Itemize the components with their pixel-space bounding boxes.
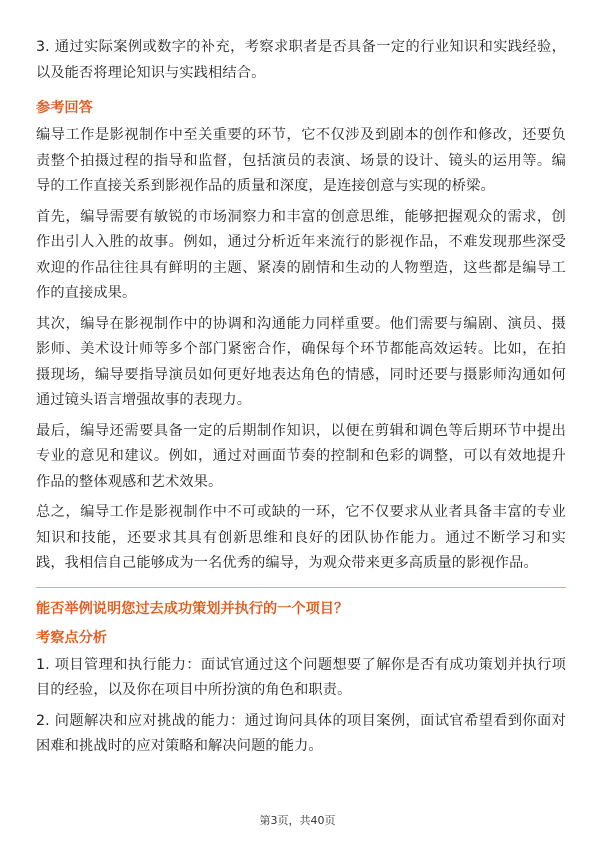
- answer-paragraph: 其次，编导在影视制作中的协调和沟通能力同样重要。他们需要与编剧、演员、摄影师、美术设计师等多个部门紧密合作，确保每个环节都能高效运转。比如，在拍摄现场，编导要指导演员如何更好地表达角色的情感，同时还要与摄影师沟通如何通过镜头语言增强故事的表现力。: [36, 315, 566, 408]
- analysis-item: 1. 项目管理和执行能力：面试官通过这个问题想要了解你是否有成功策划并执行项目的经验，以及你在项目中所扮演的角色和职责。: [36, 656, 566, 698]
- page-number: 第3页，共40页: [259, 814, 336, 827]
- answer-paragraph: 总之，编导工作是影视制作中不可或缺的一环，它不仅要求从业者具备丰富的专业知识和技能，还要求其具有创新思维和良好的团队协作能力。通过不断学习和实践，我相信自己能够成为一名优秀的编导，为观众带来更多高质量的影视作品。: [36, 504, 566, 571]
- analysis-item-3: 3. 通过实际案例或数字的补充，考察求职者是否具备一定的行业知识和实践经验，以及能否将理论知识与实践相结合。: [36, 39, 566, 81]
- analysis-item: 2. 问题解决和应对挑战的能力：通过询问具体的项目案例，面试官希望看到你面对困难和挑战时的应对策略和解决问题的能力。: [36, 712, 566, 754]
- section-divider: [36, 587, 566, 588]
- answer-paragraph: 首先，编导需要有敏锐的市场洞察力和丰富的创意思维，能够把握观众的需求，创作出引人入胜的故事。例如，通过分析近年来流行的影视作品，不难发现那些深受欢迎的作品往往具有鲜明的主题、紧凑的剧情和生动的人物塑造，这些都是编导工作的直接成果。: [36, 208, 566, 301]
- reference-answer-heading: 参考回答: [36, 100, 93, 116]
- page-content: [36, 35, 566, 765]
- answer-paragraph: 编导工作是影视制作中至关重要的环节，它不仅涉及到剧本的创作和修改，还要负责整个拍摄过程的指导和监督，包括演员的表演、场景的设计、镜头的运用等。编导的工作直接关系到影视作品的质量和深度，是连接创意与实现的桥梁。: [36, 127, 566, 194]
- answer-paragraph: 最后，编导还需要具备一定的后期制作知识，以便在剪辑和调色等后期环节中提出专业的意见和建议。例如，通过对画面节奏的控制和色彩的调整，可以有效地提升作品的整体观感和艺术效果。: [36, 422, 566, 490]
- question-heading: 能否举例说明您过去成功策划并执行的一个项目？: [36, 600, 349, 617]
- analysis-heading: 考察点分析: [36, 629, 107, 646]
